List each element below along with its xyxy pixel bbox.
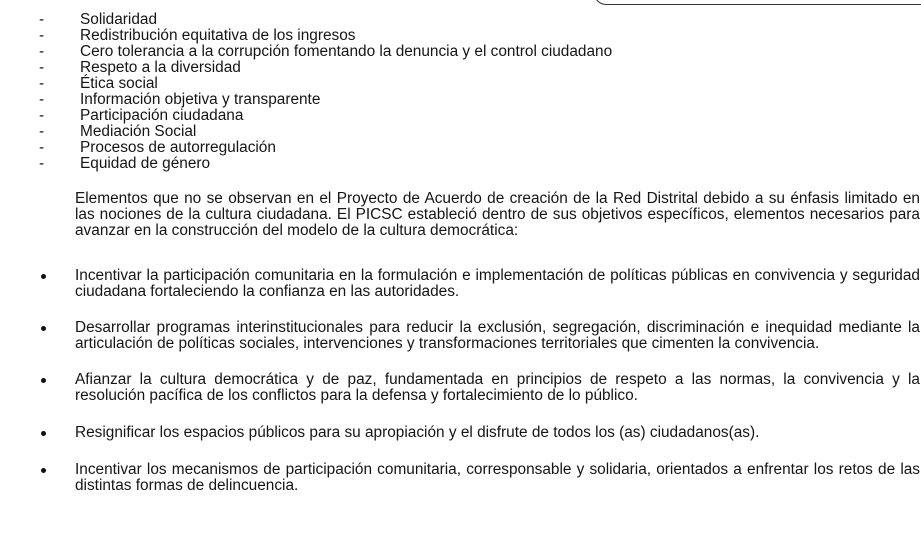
list-item-text: Ética social (80, 75, 158, 92)
objective-item (0, 372, 920, 404)
dash-marker: - (39, 107, 45, 124)
dash-marker: - (39, 155, 45, 172)
objective-item (0, 425, 920, 441)
bullet-icon (41, 468, 46, 473)
list-item-text: Redistribución equitativa de los ingresos (80, 27, 356, 44)
list-item (0, 12, 612, 28)
list-item-text: Información objetiva y transparente (80, 91, 321, 108)
values-list (0, 12, 612, 172)
bullet-icon (41, 274, 46, 279)
objective-item (0, 462, 920, 494)
list-item (0, 76, 612, 92)
list-item (0, 28, 612, 44)
bullet-icon (41, 326, 46, 331)
list-item (0, 108, 612, 124)
list-item (0, 156, 612, 172)
list-item (0, 140, 612, 156)
objective-item (0, 268, 920, 300)
list-item (0, 44, 612, 60)
bullet-icon (41, 431, 46, 436)
dash-marker: - (39, 59, 45, 76)
objective-text: Incentivar la participación comunitaria en la formulación e implementación de políticas públicas en convivencia y seguridad ciudadana fortaleciendo la confianza en las autoridades. (75, 267, 920, 300)
dash-marker: - (39, 75, 45, 92)
list-item (0, 92, 612, 108)
dash-marker: - (39, 27, 45, 44)
list-item (0, 60, 612, 76)
list-item-text: Respeto a la diversidad (80, 59, 241, 76)
intro-paragraph: Elementos que no se observan en el Proyecto de Acuerdo de creación de la Red Distrital debido a su énfasis limitado en las nociones de la cultura ciudadana. El PICSC estableció dentro de sus objetivos específicos, elementos necesarios para avanzar en la construcción del modelo de la cultura democrática: (75, 190, 920, 239)
list-item-text: Equidad de género (80, 155, 211, 172)
objective-text: Desarrollar programas interinstitucionales para reducir la exclusión, segregación, discriminación e inequidad mediante la articulación de políticas sociales, intervenciones y transformaciones territoriales que cimenten la convivencia. (75, 319, 920, 352)
list-item (0, 124, 612, 140)
page-corner-decoration (594, 0, 921, 5)
dash-marker: - (39, 43, 45, 60)
objective-item (0, 320, 920, 352)
list-item-text: Cero tolerancia a la corrupción fomentando la denuncia y el control ciudadano (80, 43, 613, 60)
list-item-text: Participación ciudadana (80, 107, 244, 124)
list-item-text: Procesos de autorregulación (80, 139, 276, 156)
dash-marker: - (39, 139, 45, 156)
bullet-icon (41, 378, 46, 383)
list-item-text: Solidaridad (80, 11, 158, 28)
objective-text: Resignificar los espacios públicos para su apropiación y el disfrute de todos los (as) ciudadanos(as). (75, 424, 760, 441)
dash-marker: - (39, 11, 45, 28)
objective-text: Incentivar los mecanismos de participación comunitaria, corresponsable y solidaria, orientados a enfrentar los retos de las distintas formas de delincuencia. (75, 461, 920, 494)
list-item-text: Mediación Social (80, 123, 197, 140)
dash-marker: - (39, 91, 45, 108)
objectives-list (0, 268, 920, 494)
objective-text: Afianzar la cultura democrática y de paz, fundamentada en principios de respeto a las normas, la convivencia y la resolución pacífica de los conflictos para la defensa y fortalecimiento de lo público. (75, 371, 920, 404)
dash-marker: - (39, 123, 45, 140)
